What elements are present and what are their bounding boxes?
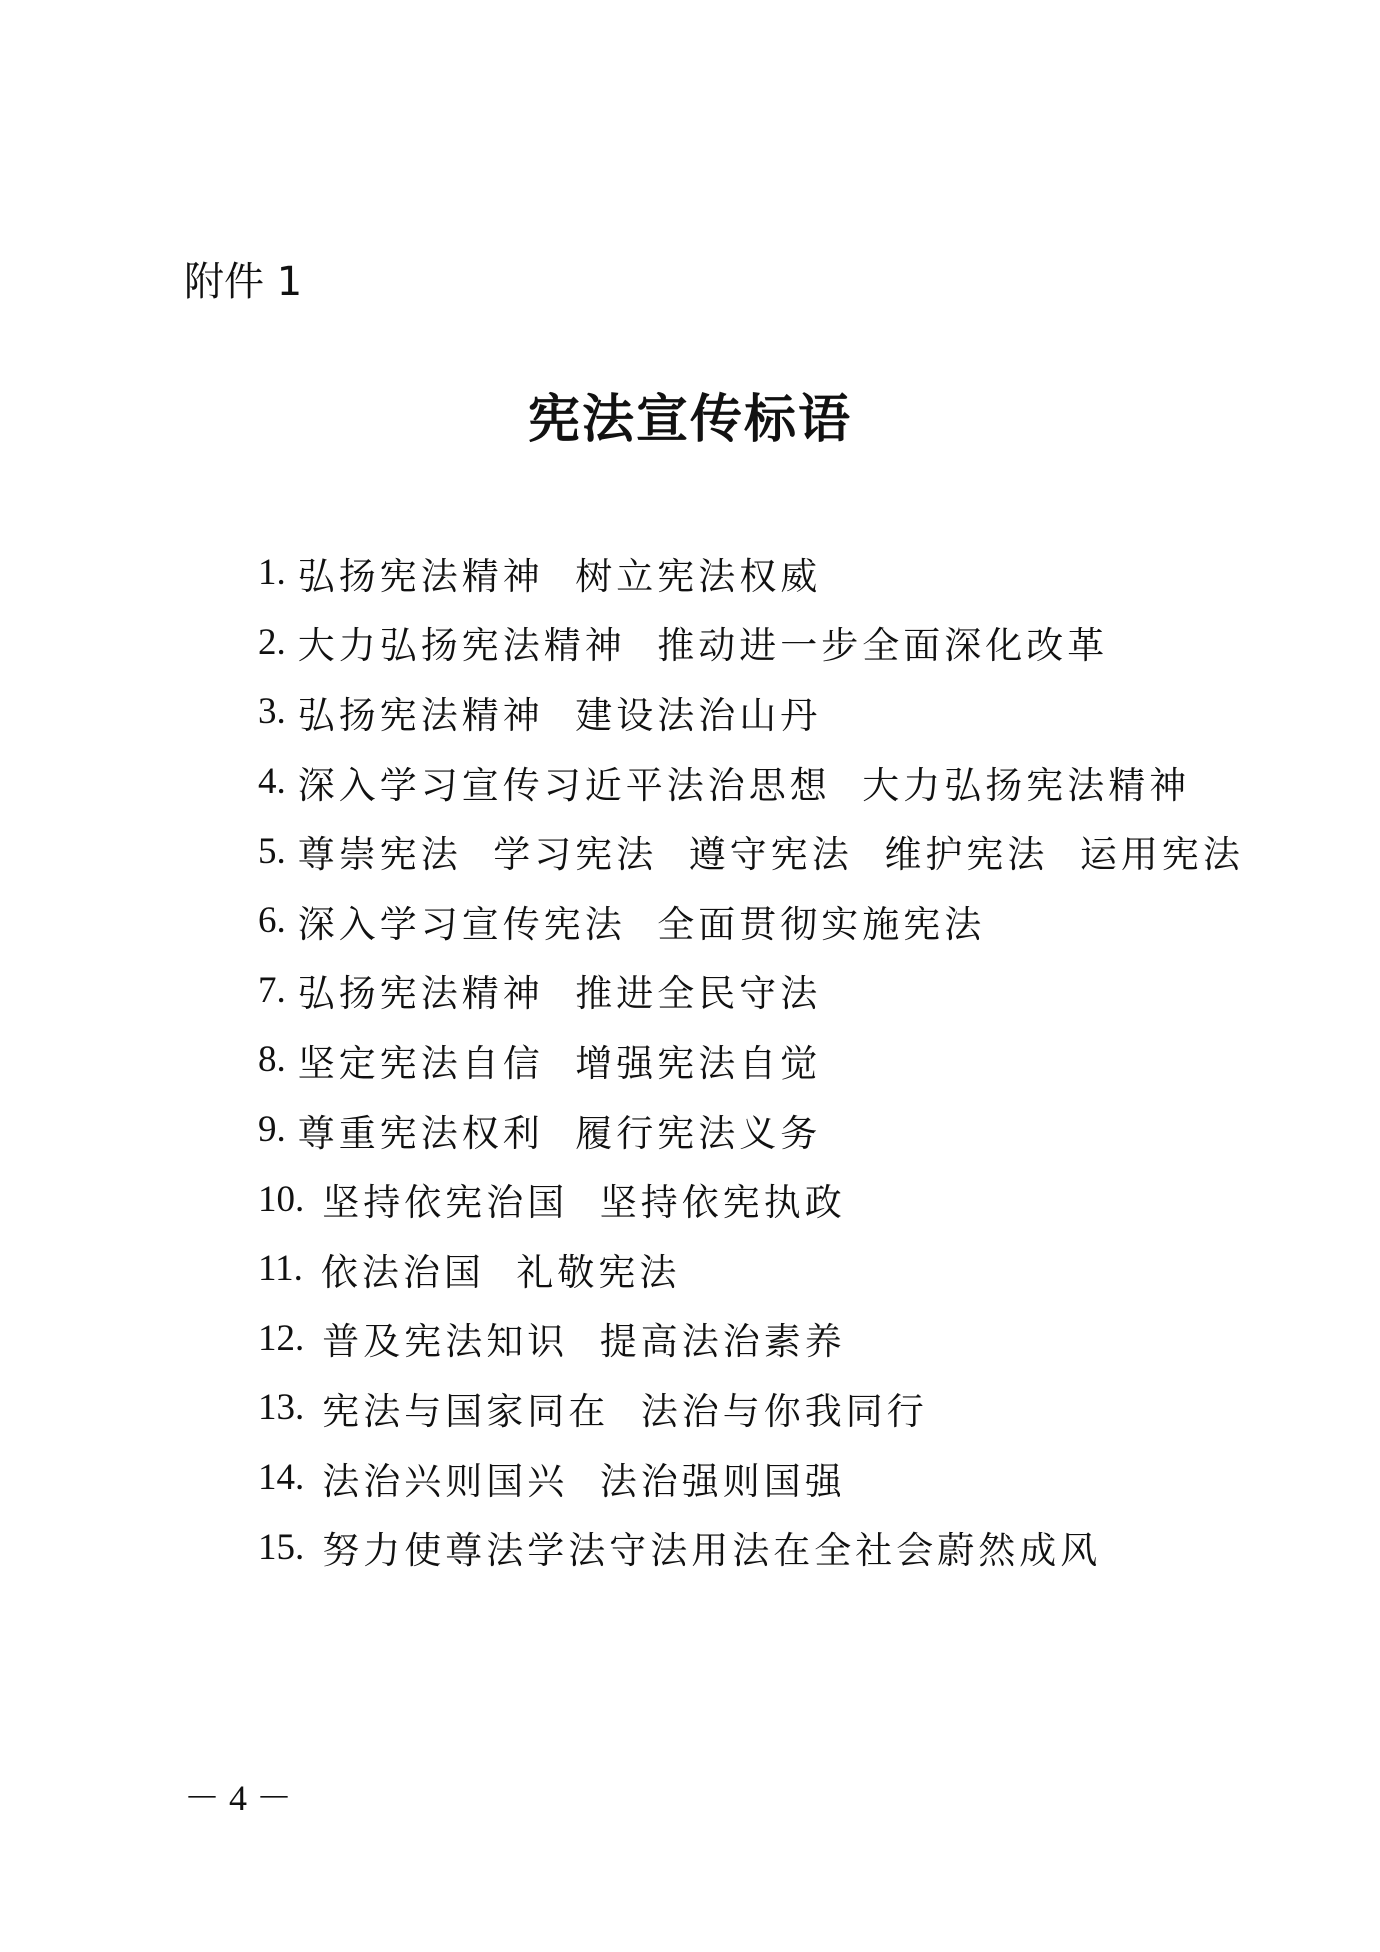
slogan-item: [258, 1443, 1244, 1513]
slogan-number: 10.: [258, 1178, 305, 1220]
slogan-text: 坚持依宪治国 坚持依宪执政: [322, 1181, 846, 1225]
slogan-number: 11.: [258, 1248, 303, 1290]
slogan-number: 3.: [258, 691, 286, 733]
slogan-item: [258, 816, 1244, 886]
slogan-list: [258, 538, 1244, 1582]
slogan-text: 努力使尊法学法守法用法在全社会蔚然成风: [322, 1529, 1102, 1573]
slogan-text: 弘扬宪法精神 推进全民守法: [297, 972, 822, 1016]
slogan-number: 7.: [258, 969, 286, 1011]
slogan-number: 4.: [258, 761, 286, 803]
slogan-text: 尊重宪法权利 履行宪法义务: [297, 1111, 822, 1155]
slogan-text: 尊崇宪法 学习宪法 遵守宪法 维护宪法 运用宪法: [297, 833, 1244, 877]
attachment-label: 附件 1: [184, 259, 303, 305]
slogan-item: [258, 1512, 1244, 1582]
slogan-number: 9.: [258, 1109, 286, 1151]
slogan-number: 5.: [258, 830, 286, 872]
slogan-text: 宪法与国家同在 法治与你我同行: [322, 1389, 928, 1433]
slogan-text: 坚定宪法自信 增强宪法自觉: [297, 1041, 822, 1085]
slogan-item: [258, 1095, 1244, 1165]
slogan-text: 深入学习宣传宪法 全面贯彻实施宪法: [297, 902, 986, 946]
slogan-number: 6.: [258, 900, 286, 942]
page-number: － 4 －: [184, 1778, 293, 1818]
slogan-item: [258, 608, 1244, 678]
slogan-number: 14.: [258, 1457, 305, 1499]
document-title: 宪法宣传标语: [527, 389, 852, 450]
slogan-text: 弘扬宪法精神 建设法治山丹: [297, 693, 822, 737]
slogan-text: 弘扬宪法精神 树立宪法权威: [297, 554, 822, 598]
slogan-text: 深入学习宣传习近平法治思想 大力弘扬宪法精神: [297, 763, 1191, 807]
slogan-item: [258, 677, 1244, 747]
slogan-text: 大力弘扬宪法精神 推动进一步全面深化改革: [297, 624, 1109, 668]
slogan-number: 15.: [258, 1526, 305, 1568]
slogan-item: [258, 538, 1244, 608]
slogan-item: [258, 1373, 1244, 1443]
slogan-number: 12.: [258, 1317, 305, 1359]
slogan-item: [258, 1025, 1244, 1095]
slogan-number: 2.: [258, 621, 286, 663]
slogan-item: [258, 1304, 1244, 1374]
slogan-item: [258, 956, 1244, 1026]
slogan-text: 依法治国 礼敬宪法: [320, 1250, 681, 1294]
slogan-number: 8.: [258, 1039, 286, 1081]
slogan-item: [258, 747, 1244, 817]
slogan-number: 13.: [258, 1387, 305, 1429]
slogan-item: [258, 1234, 1244, 1304]
slogan-number: 1.: [258, 552, 286, 594]
slogan-text: 普及宪法知识 提高法治素养: [322, 1320, 846, 1364]
slogan-item: [258, 886, 1244, 956]
slogan-item: [258, 1164, 1244, 1234]
slogan-text: 法治兴则国兴 法治强则国强: [322, 1459, 846, 1503]
